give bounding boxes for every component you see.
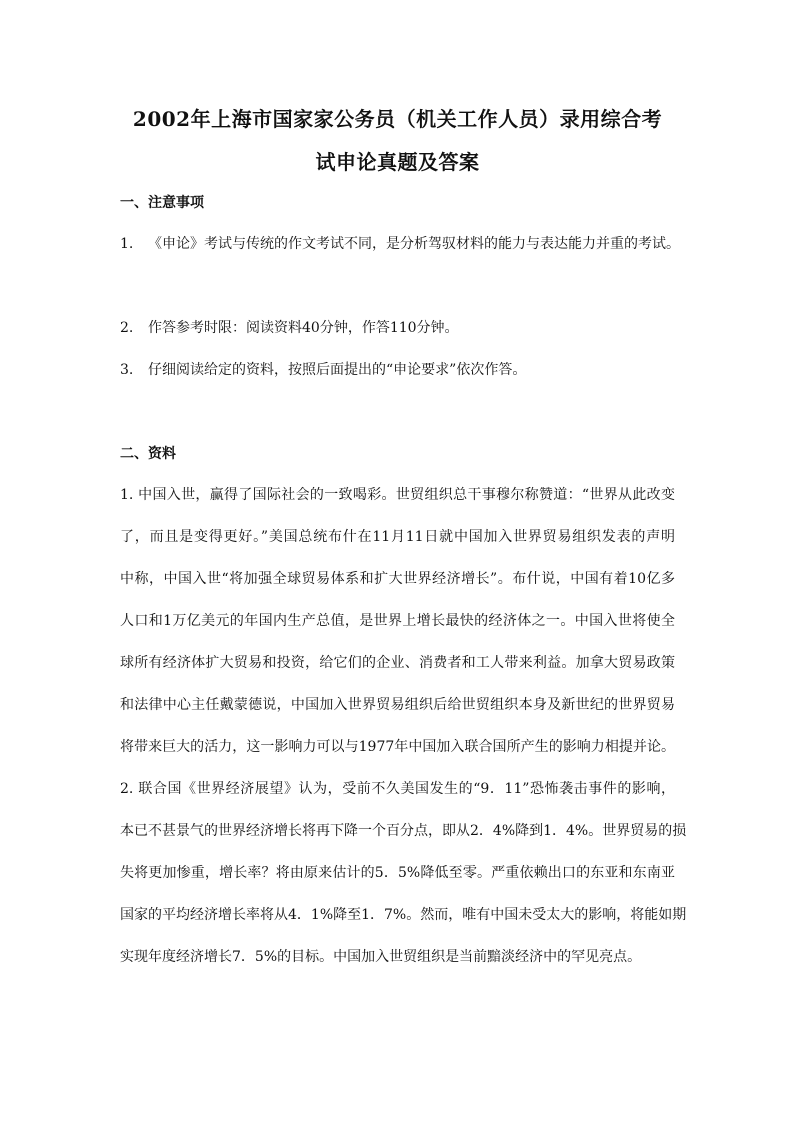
paragraph-1-line: 人口和1万亿美元的年国内生产总值，是世界上增长最快的经济体之一。中国入世将使全 bbox=[120, 613, 675, 629]
note-item-1 bbox=[120, 233, 680, 253]
paragraph-2-line: 失将更加惨重，增长率？将由原来估计的5．5%降低至零。严重依赖出口的东亚和东南亚 bbox=[120, 865, 675, 881]
note-item-text: 作答参考时限：阅读资料40分钟，作答110分钟。 bbox=[148, 320, 459, 336]
paragraph-1-line: 和法律中心主任戴蒙德说，中国加入世界贸易组织后给世贸组织本身及新世纪的世界贸易 bbox=[120, 697, 675, 713]
note-item-text: 《申论》考试与传统的作文考试不同，是分析驾驭材料的能力与表达能力并重的考试。 bbox=[148, 236, 680, 252]
document-title-line-2: 试申论真题及答案 bbox=[315, 150, 480, 174]
note-item-number: 2. bbox=[120, 320, 134, 336]
paragraph-1-line: 中称，中国入世“将加强全球贸易体系和扩大世界经济增长”。布什说，中国有着10亿多 bbox=[120, 571, 675, 587]
note-item-text: 仔细阅读给定的资料，按照后面提出的“申论要求”依次作答。 bbox=[148, 362, 527, 378]
paragraph-1-line: 1. 中国入世，赢得了国际社会的一致喝彩。世贸组织总干事穆尔称赞道：“世界从此改变 bbox=[120, 487, 675, 503]
section-heading-materials: 二、资料 bbox=[120, 446, 176, 462]
note-item-number: 3. bbox=[120, 362, 134, 378]
note-item-2 bbox=[120, 317, 459, 337]
paragraph-1-line: 球所有经济体扩大贸易和投资，给它们的企业、消费者和工人带来利益。加拿大贸易政策 bbox=[120, 655, 675, 671]
paragraph-2-line: 国家的平均经济增长率将从4．1%降至1．7%。然而，唯有中国未受太大的影响，将能如期 bbox=[120, 907, 687, 923]
note-item-number: 1. bbox=[120, 236, 134, 252]
paragraph-2-line: 实现年度经济增长7．5%的目标。中国加入世贸组织是当前黯淡经济中的罕见亮点。 bbox=[120, 949, 642, 965]
paragraph-2-line: 2. 联合国《世界经济展望》认为，受前不久美国发生的“9．11”恐怖袭击事件的影响， bbox=[120, 781, 675, 797]
paragraph-1-line: 将带来巨大的活力，这一影响力可以与1977年中国加入联合国所产生的影响力相提并论。 bbox=[120, 739, 675, 755]
paragraph-2-line: 本已不甚景气的世界经济增长将再下降一个百分点，即从2．4%降到1．4%。世界贸易的损 bbox=[120, 823, 687, 839]
document-title-line-1: 2002年上海市国家家公务员（机关工作人员）录用综合考 bbox=[132, 107, 663, 131]
section-heading-notes: 一、注意事项 bbox=[120, 195, 204, 211]
paragraph-1-line: 了，而且是变得更好。”美国总统布什在11月11日就中国加入世界贸易组织发表的声明 bbox=[120, 529, 675, 545]
note-item-3 bbox=[120, 359, 526, 379]
